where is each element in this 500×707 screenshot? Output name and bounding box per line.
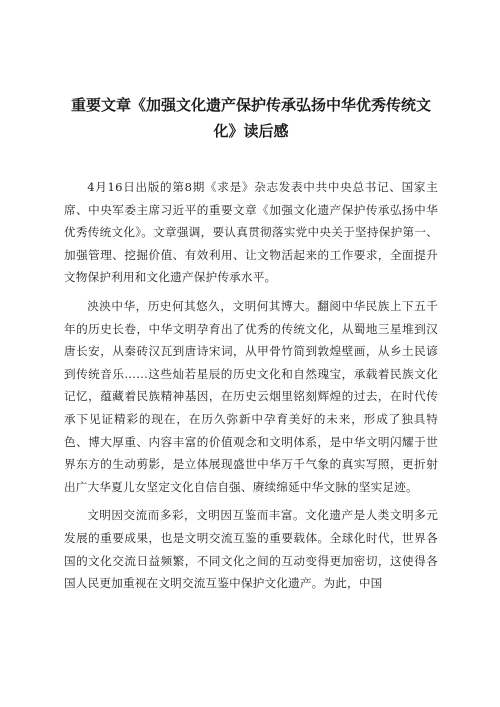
paragraph-2: 泱泱中华，历史何其悠久，文明何其博大。翻阅中华民族上下五千年的历史长卷，中华文明孕育出了优秀的传统文化，从蜀地三星堆到汉唐长安，从秦砖汉瓦到唐诗宋词，从甲骨竹简到敦煌壁画，从乡土民谚到传统音乐……这些灿若星辰的历史文化和自然瑰宝，承载着民族文化记忆，蕴藏着民族精神基因，在历史云烟里铭刻辉煌的过去，在时代传承下见证精彩的现在，在历久弥新中孕育美好的未来，形成了独具特色、博大厚重、内容丰富的价值观念和文明体系，是中华文明闪耀于世界东方的生动剪影，是立体展现盛世中华万千气象的真实写照，更折射出广大华夏儿女坚定文化自信自强、赓续绵延中华文脉的坚实足迹。 (64, 298, 438, 494)
paragraph-1: 4月16日出版的第8期《求是》杂志发表中共中央总书记、国家主席、中央军委主席习近平的重要文章《加强文化遗产保护传承弘扬中华优秀传统文化》。文章强调，要认真贯彻落实党中央关于坚持保护第一、加强管理、挖掘价值、有效利用、让文物活起来的工作要求，全面提升文物保护利用和文化遗产保护传承水平。 (64, 180, 438, 285)
document-title (64, 92, 438, 144)
paragraph-3: 文明因交流而多彩，文明因互鉴而丰富。文化遗产是人类文明多元发展的重要成果，也是文明交流互鉴的重要载体。全球化时代，世界各国的文化交流日益频繁，不同文化之间的互动变得更加密切，这使得各国人民更加重视在文明交流互鉴中保护文化遗产。为此，中国 (64, 508, 438, 591)
document-body (64, 176, 438, 595)
title-line-1: 重要文章《加强文化遗产保护传承弘扬中华优秀传统文 (70, 96, 431, 114)
title-line-2: 化》读后感 (213, 122, 289, 140)
